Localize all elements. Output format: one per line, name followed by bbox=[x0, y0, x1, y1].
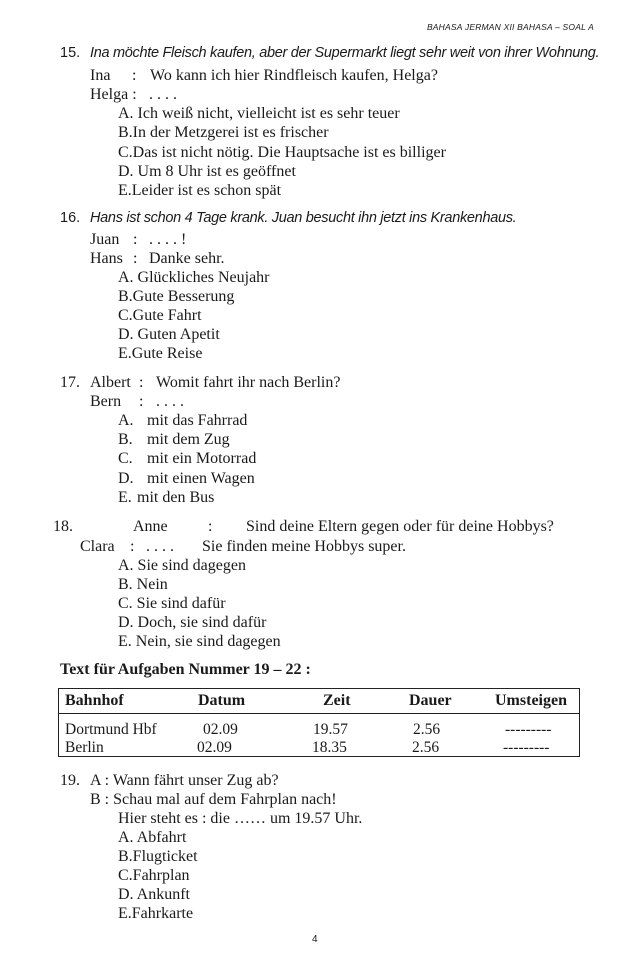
q16-line-1: . . . . ! bbox=[149, 231, 187, 248]
q19-option-a[interactable]: A. Abfahrt bbox=[118, 829, 187, 846]
q16-option-d[interactable]: D. Guten Apetit bbox=[118, 326, 220, 343]
q17-option-b-letter[interactable]: B. bbox=[118, 431, 133, 448]
q16-number: 16. bbox=[60, 210, 81, 226]
q15-line-1: Wo kann ich hier Rindfleisch kaufen, Helga? bbox=[150, 67, 438, 84]
table-cell: Dortmund Hbf bbox=[65, 721, 157, 738]
table-cell: Berlin bbox=[65, 739, 104, 756]
q16-option-e[interactable]: E.Gute Reise bbox=[118, 345, 203, 362]
q17-speaker-2: Bern bbox=[90, 393, 122, 410]
q15-colon-1: : bbox=[132, 67, 137, 84]
q19-option-d[interactable]: D. Ankunft bbox=[118, 886, 190, 903]
q17-option-e[interactable]: mit den Bus bbox=[137, 489, 215, 506]
q15-option-e[interactable]: E.Leider ist es schon spät bbox=[118, 182, 282, 199]
q18-speaker-2: Clara bbox=[80, 538, 115, 555]
q17-option-a-letter[interactable]: A. bbox=[118, 412, 134, 429]
table-cell: 02.09 bbox=[203, 721, 238, 738]
q19-option-e[interactable]: E.Fahrkarte bbox=[118, 905, 194, 922]
q15-speaker-2: Helga : bbox=[90, 86, 137, 103]
q15-option-c[interactable]: C.Das ist nicht nötig. Die Hauptsache ist es billiger bbox=[118, 144, 446, 161]
q19-line-2: B : Schau mal auf dem Fahrplan nach! bbox=[90, 791, 337, 808]
q18-option-c[interactable]: C. Sie sind dafür bbox=[118, 595, 226, 612]
q18-line-1: Sind deine Eltern gegen oder für deine Hobbys? bbox=[246, 518, 554, 535]
q16-colon-2: : bbox=[133, 250, 138, 267]
col-header-bahnhof: Bahnhof bbox=[65, 692, 124, 709]
table-cell: 02.09 bbox=[197, 739, 232, 756]
col-header-umsteigen: Umsteigen bbox=[495, 692, 567, 709]
col-header-zeit: Zeit bbox=[323, 692, 351, 709]
q18-colon-1: : bbox=[208, 518, 213, 535]
q19-line-1: A : Wann fährt unser Zug ab? bbox=[90, 772, 279, 789]
q17-line-2: . . . . bbox=[156, 393, 184, 410]
q18-speaker-1: Anne bbox=[133, 518, 168, 535]
table-cell: 19.57 bbox=[313, 721, 348, 738]
q16-option-a[interactable]: A. Glückliches Neujahr bbox=[118, 269, 270, 286]
page-header: BAHASA JERMAN XII BAHASA – SOAL A bbox=[426, 22, 594, 32]
q18-option-a[interactable]: A. Sie sind dagegen bbox=[118, 557, 246, 574]
q18-option-e[interactable]: E. Nein, sie sind dagegen bbox=[118, 633, 281, 650]
timetable bbox=[58, 688, 580, 757]
col-header-dauer: Dauer bbox=[409, 692, 452, 709]
table-cell: 2.56 bbox=[412, 739, 440, 756]
q16-option-c[interactable]: C.Gute Fahrt bbox=[118, 307, 202, 324]
q19-line-3: Hier steht es : die …… um 19.57 Uhr. bbox=[118, 810, 363, 827]
q17-option-a[interactable]: mit das Fahrrad bbox=[147, 412, 248, 429]
table-cell: --------- bbox=[505, 721, 552, 738]
q17-number: 17. bbox=[60, 374, 80, 391]
q17-option-d[interactable]: mit einen Wagen bbox=[147, 470, 255, 487]
q18-dots: . . . . bbox=[146, 538, 174, 555]
q17-speaker-1: Albert bbox=[90, 374, 131, 391]
page-number: 4 bbox=[312, 934, 318, 945]
q17-option-c[interactable]: mit ein Motorrad bbox=[147, 450, 257, 467]
table-divider bbox=[59, 713, 579, 714]
q15-speaker-1: Ina bbox=[90, 67, 111, 84]
q18-colon-2: : bbox=[130, 538, 135, 555]
q19-option-b[interactable]: B.Flugticket bbox=[118, 848, 198, 865]
q18-option-b[interactable]: B. Nein bbox=[118, 576, 168, 593]
text-heading: Text für Aufgaben Nummer 19 – 22 : bbox=[60, 661, 311, 678]
q16-question: Hans ist schon 4 Tage krank. Juan besucht ihn jetzt ins Krankenhaus. bbox=[90, 210, 517, 226]
q17-option-c-letter[interactable]: C. bbox=[118, 450, 133, 467]
q17-option-d-letter[interactable]: D. bbox=[118, 470, 134, 487]
q17-line-1: Womit fahrt ihr nach Berlin? bbox=[156, 374, 341, 391]
q17-option-b[interactable]: mit dem Zug bbox=[147, 431, 230, 448]
q15-line-2: . . . . bbox=[149, 86, 177, 103]
q16-speaker-1: Juan bbox=[90, 231, 120, 248]
table-cell: 2.56 bbox=[413, 721, 441, 738]
q16-line-2: Danke sehr. bbox=[149, 250, 225, 267]
q18-option-d[interactable]: D. Doch, sie sind dafür bbox=[118, 614, 267, 631]
table-cell: --------- bbox=[503, 739, 550, 756]
q17-colon-1: : bbox=[139, 374, 144, 391]
q17-colon-2: : bbox=[139, 393, 144, 410]
q19-option-c[interactable]: C.Fahrplan bbox=[118, 867, 190, 884]
q16-speaker-2: Hans bbox=[90, 250, 123, 267]
q16-colon-1: : bbox=[133, 231, 138, 248]
q15-option-b[interactable]: B.In der Metzgerei ist es frischer bbox=[118, 124, 329, 141]
q15-question: Ina möchte Fleisch kaufen, aber der Supermarkt liegt sehr weit von ihrer Wohnung. bbox=[90, 45, 600, 61]
q15-option-a[interactable]: A. Ich weiß nicht, vielleicht ist es sehr teuer bbox=[118, 105, 400, 122]
q16-option-b[interactable]: B.Gute Besserung bbox=[118, 288, 235, 305]
table-cell: 18.35 bbox=[312, 739, 347, 756]
q18-number: 18. bbox=[53, 518, 73, 535]
q19-number: 19. bbox=[60, 772, 80, 789]
q17-option-e-letter[interactable]: E. bbox=[118, 489, 132, 506]
q15-number: 15. bbox=[60, 45, 81, 61]
q18-line-2: Sie finden meine Hobbys super. bbox=[202, 538, 406, 555]
q15-option-d[interactable]: D. Um 8 Uhr ist es geöffnet bbox=[118, 163, 296, 180]
col-header-datum: Datum bbox=[198, 692, 246, 709]
